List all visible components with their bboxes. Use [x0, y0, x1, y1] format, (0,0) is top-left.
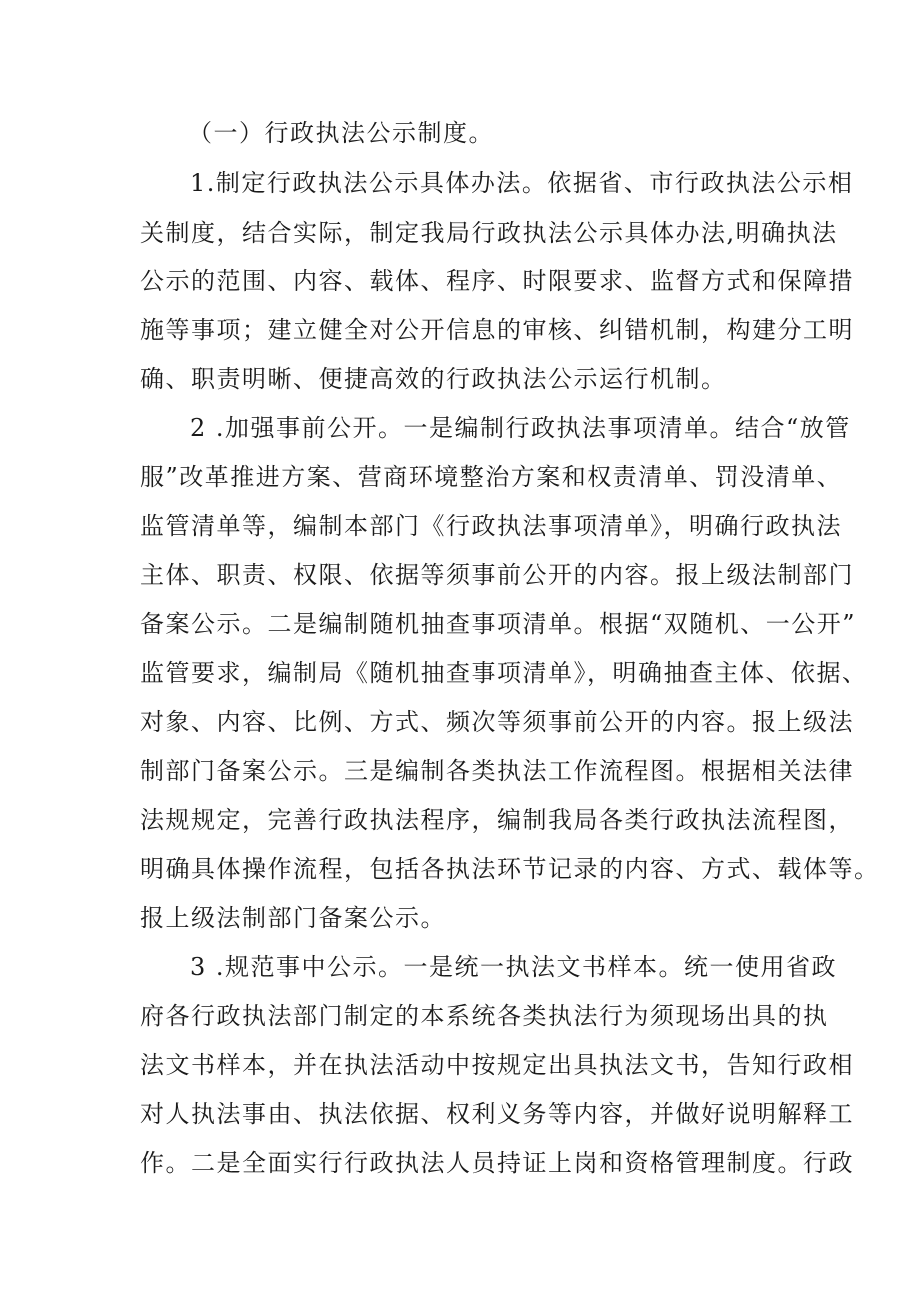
paragraph-line: 对人执法事由、执法依据、权利义务等内容，并做好说明解释工 [140, 1100, 854, 1128]
paragraph-line: 法文书样本，并在执法活动中按规定出具执法文书，告知行政相 [140, 1051, 854, 1079]
paragraph-line: 对象、内容、比例、方式、频次等须事前公开的内容。报上级法 [140, 708, 854, 736]
paragraph-line: 制部门备案公示。三是编制各类执法工作流程图。根据相关法律 [140, 757, 854, 785]
paragraph-line: 府各行政执法部门制定的本系统各类执法行为须现场出具的执 [140, 1002, 829, 1030]
paragraph-line: 监管清单等，编制本部门《行政执法事项清单》，明确行政执法 [140, 512, 842, 540]
paragraph-line: 主体、职责、权限、依据等须事前公开的内容。报上级法制部门 [140, 561, 854, 589]
paragraph-line: 3 .规范事中公示。一是统一执法文书样本。统一使用省政 [190, 953, 838, 981]
paragraph-line: 服”改革推进方案、营商环境整治方案和权责清单、罚没清单、 [140, 463, 843, 491]
paragraph-line: 关制度，结合实际，制定我局行政执法公示具体办法,明确执法 [140, 219, 838, 247]
paragraph-line: 作。二是全面实行行政执法人员持证上岗和资格管理制度。行政 [140, 1149, 854, 1177]
section-heading: （一）行政执法公示制度。 [188, 119, 494, 147]
paragraph-line: 2 .加强事前公开。一是编制行政执法事项清单。结合“放管 [190, 414, 851, 442]
paragraph-line: 备案公示。二是编制随机抽查事项清单。根据“双随机、一公开” [140, 610, 857, 638]
paragraph-line: 施等事项；建立健全对公开信息的审核、纠错机制，构建分工明 [140, 316, 854, 344]
paragraph-line: 法规规定，完善行政执法程序，编制我局各类行政执法流程图， [140, 806, 854, 834]
paragraph-line: 报上级法制部门备案公示。 [140, 904, 446, 932]
paragraph-line: 公示的范围、内容、载体、程序、时限要求、监督方式和保障措 [140, 267, 854, 295]
paragraph-line: 确、职责明晰、便捷高效的行政执法公示运行机制。 [140, 365, 727, 393]
paragraph-line: 监管要求，编制局《随机抽查事项清单》，明确抽查主体、依据、 [140, 659, 868, 687]
paragraph-line: 1.制定行政执法公示具体办法。依据省、市行政执法公示相 [190, 169, 854, 197]
paragraph-line: 明确具体操作流程，包括各执法环节记录的内容、方式、载体等。 [140, 855, 880, 883]
